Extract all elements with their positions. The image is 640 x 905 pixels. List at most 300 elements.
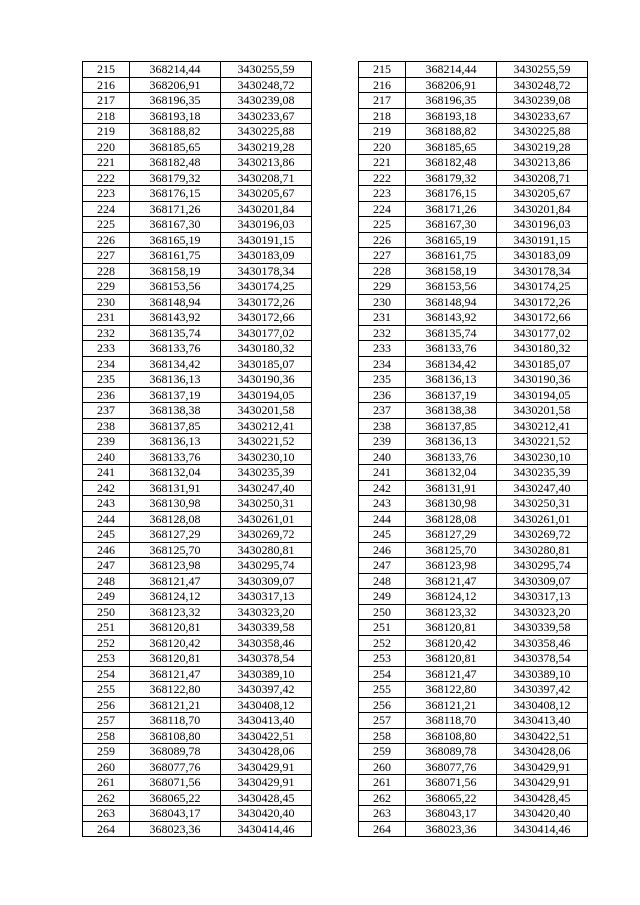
right-y-coordinate-cell: 3430261,01 [497, 511, 588, 527]
left-point-number-cell: 244 [83, 511, 130, 527]
column-gap-cell [312, 356, 359, 372]
coordinate-table-body [83, 62, 588, 837]
right-x-coordinate-cell: 368167,30 [406, 217, 497, 233]
left-point-number-cell: 223 [83, 186, 130, 202]
table-row [83, 620, 588, 636]
left-y-coordinate-cell: 3430208,71 [221, 170, 312, 186]
right-y-coordinate-cell: 3430225,88 [497, 124, 588, 140]
left-x-coordinate-cell: 368133,76 [130, 341, 221, 357]
right-x-coordinate-cell: 368123,32 [406, 604, 497, 620]
table-row [83, 155, 588, 171]
right-point-number-cell: 222 [359, 170, 406, 186]
right-point-number-cell: 241 [359, 465, 406, 481]
left-point-number-cell: 261 [83, 775, 130, 791]
left-y-coordinate-cell: 3430408,12 [221, 697, 312, 713]
right-y-coordinate-cell: 3430194,05 [497, 387, 588, 403]
left-y-coordinate-cell: 3430213,86 [221, 155, 312, 171]
column-gap-cell [312, 821, 359, 837]
left-y-coordinate-cell: 3430180,32 [221, 341, 312, 357]
right-y-coordinate-cell: 3430389,10 [497, 666, 588, 682]
column-gap-cell [312, 573, 359, 589]
column-gap-cell [312, 201, 359, 217]
right-point-number-cell: 264 [359, 821, 406, 837]
column-gap-cell [312, 372, 359, 388]
left-x-coordinate-cell: 368158,19 [130, 263, 221, 279]
table-row [83, 558, 588, 574]
column-gap-cell [312, 666, 359, 682]
right-x-coordinate-cell: 368148,94 [406, 294, 497, 310]
column-gap-cell [312, 558, 359, 574]
table-row [83, 403, 588, 419]
right-x-coordinate-cell: 368136,13 [406, 372, 497, 388]
right-x-coordinate-cell: 368137,85 [406, 418, 497, 434]
right-point-number-cell: 248 [359, 573, 406, 589]
left-point-number-cell: 235 [83, 372, 130, 388]
right-x-coordinate-cell: 368071,56 [406, 775, 497, 791]
right-x-coordinate-cell: 368132,04 [406, 465, 497, 481]
left-x-coordinate-cell: 368148,94 [130, 294, 221, 310]
left-y-coordinate-cell: 3430235,39 [221, 465, 312, 481]
right-point-number-cell: 256 [359, 697, 406, 713]
right-y-coordinate-cell: 3430247,40 [497, 480, 588, 496]
table-row [83, 170, 588, 186]
left-y-coordinate-cell: 3430378,54 [221, 651, 312, 667]
left-x-coordinate-cell: 368023,36 [130, 821, 221, 837]
left-point-number-cell: 251 [83, 620, 130, 636]
left-point-number-cell: 239 [83, 434, 130, 450]
right-point-number-cell: 243 [359, 496, 406, 512]
right-point-number-cell: 219 [359, 124, 406, 140]
right-y-coordinate-cell: 3430177,02 [497, 325, 588, 341]
right-point-number-cell: 230 [359, 294, 406, 310]
left-point-number-cell: 233 [83, 341, 130, 357]
right-y-coordinate-cell: 3430408,12 [497, 697, 588, 713]
left-x-coordinate-cell: 368108,80 [130, 728, 221, 744]
left-y-coordinate-cell: 3430177,02 [221, 325, 312, 341]
right-y-coordinate-cell: 3430180,32 [497, 341, 588, 357]
left-y-coordinate-cell: 3430221,52 [221, 434, 312, 450]
column-gap-cell [312, 744, 359, 760]
right-y-coordinate-cell: 3430201,58 [497, 403, 588, 419]
left-x-coordinate-cell: 368124,12 [130, 589, 221, 605]
right-x-coordinate-cell: 368122,80 [406, 682, 497, 698]
column-gap-cell [312, 806, 359, 822]
column-gap-cell [312, 728, 359, 744]
left-point-number-cell: 257 [83, 713, 130, 729]
column-gap-cell [312, 403, 359, 419]
left-x-coordinate-cell: 368089,78 [130, 744, 221, 760]
left-y-coordinate-cell: 3430219,28 [221, 139, 312, 155]
left-y-coordinate-cell: 3430413,40 [221, 713, 312, 729]
left-point-number-cell: 228 [83, 263, 130, 279]
right-x-coordinate-cell: 368121,21 [406, 697, 497, 713]
left-y-coordinate-cell: 3430317,13 [221, 589, 312, 605]
left-point-number-cell: 252 [83, 635, 130, 651]
left-point-number-cell: 245 [83, 527, 130, 543]
right-x-coordinate-cell: 368193,18 [406, 108, 497, 124]
left-x-coordinate-cell: 368188,82 [130, 124, 221, 140]
table-row [83, 372, 588, 388]
left-point-number-cell: 263 [83, 806, 130, 822]
left-x-coordinate-cell: 368077,76 [130, 759, 221, 775]
left-x-coordinate-cell: 368171,26 [130, 201, 221, 217]
table-row [83, 651, 588, 667]
right-y-coordinate-cell: 3430221,52 [497, 434, 588, 450]
right-y-coordinate-cell: 3430172,26 [497, 294, 588, 310]
table-row [83, 263, 588, 279]
left-x-coordinate-cell: 368196,35 [130, 93, 221, 109]
left-x-coordinate-cell: 368121,47 [130, 573, 221, 589]
left-x-coordinate-cell: 368143,92 [130, 310, 221, 326]
column-gap-cell [312, 310, 359, 326]
table-row [83, 744, 588, 760]
right-y-coordinate-cell: 3430233,67 [497, 108, 588, 124]
right-point-number-cell: 233 [359, 341, 406, 357]
table-row [83, 139, 588, 155]
right-x-coordinate-cell: 368206,91 [406, 77, 497, 93]
left-x-coordinate-cell: 368137,85 [130, 418, 221, 434]
right-x-coordinate-cell: 368023,36 [406, 821, 497, 837]
left-x-coordinate-cell: 368121,21 [130, 697, 221, 713]
right-y-coordinate-cell: 3430339,58 [497, 620, 588, 636]
right-y-coordinate-cell: 3430429,91 [497, 759, 588, 775]
right-y-coordinate-cell: 3430420,40 [497, 806, 588, 822]
column-gap-cell [312, 341, 359, 357]
right-x-coordinate-cell: 368121,47 [406, 573, 497, 589]
column-gap-cell [312, 589, 359, 605]
table-row [83, 341, 588, 357]
column-gap-cell [312, 713, 359, 729]
right-y-coordinate-cell: 3430397,42 [497, 682, 588, 698]
left-x-coordinate-cell: 368128,08 [130, 511, 221, 527]
right-x-coordinate-cell: 368043,17 [406, 806, 497, 822]
left-x-coordinate-cell: 368133,76 [130, 449, 221, 465]
right-point-number-cell: 245 [359, 527, 406, 543]
table-row [83, 232, 588, 248]
right-point-number-cell: 229 [359, 279, 406, 295]
left-y-coordinate-cell: 3430428,06 [221, 744, 312, 760]
table-row [83, 217, 588, 233]
table-row [83, 418, 588, 434]
table-row [83, 759, 588, 775]
left-point-number-cell: 237 [83, 403, 130, 419]
table-row [83, 124, 588, 140]
column-gap-cell [312, 325, 359, 341]
right-point-number-cell: 217 [359, 93, 406, 109]
right-point-number-cell: 220 [359, 139, 406, 155]
table-row [83, 697, 588, 713]
right-x-coordinate-cell: 368176,15 [406, 186, 497, 202]
table-row [83, 186, 588, 202]
right-x-coordinate-cell: 368089,78 [406, 744, 497, 760]
column-gap-cell [312, 790, 359, 806]
left-x-coordinate-cell: 368137,19 [130, 387, 221, 403]
column-gap-cell [312, 604, 359, 620]
right-y-coordinate-cell: 3430205,67 [497, 186, 588, 202]
left-point-number-cell: 241 [83, 465, 130, 481]
column-gap-cell [312, 124, 359, 140]
right-x-coordinate-cell: 368158,19 [406, 263, 497, 279]
right-point-number-cell: 234 [359, 356, 406, 372]
right-x-coordinate-cell: 368143,92 [406, 310, 497, 326]
column-gap-cell [312, 294, 359, 310]
right-point-number-cell: 262 [359, 790, 406, 806]
left-point-number-cell: 248 [83, 573, 130, 589]
left-y-coordinate-cell: 3430194,05 [221, 387, 312, 403]
right-y-coordinate-cell: 3430429,91 [497, 775, 588, 791]
left-y-coordinate-cell: 3430422,51 [221, 728, 312, 744]
left-y-coordinate-cell: 3430269,72 [221, 527, 312, 543]
left-x-coordinate-cell: 368214,44 [130, 62, 221, 78]
left-y-coordinate-cell: 3430420,40 [221, 806, 312, 822]
right-point-number-cell: 242 [359, 480, 406, 496]
left-y-coordinate-cell: 3430205,67 [221, 186, 312, 202]
left-point-number-cell: 226 [83, 232, 130, 248]
right-x-coordinate-cell: 368131,91 [406, 480, 497, 496]
right-point-number-cell: 227 [359, 248, 406, 264]
right-x-coordinate-cell: 368120,81 [406, 651, 497, 667]
left-point-number-cell: 238 [83, 418, 130, 434]
table-row [83, 310, 588, 326]
left-x-coordinate-cell: 368131,91 [130, 480, 221, 496]
right-point-number-cell: 249 [359, 589, 406, 605]
left-y-coordinate-cell: 3430212,41 [221, 418, 312, 434]
table-row [83, 93, 588, 109]
column-gap-cell [312, 418, 359, 434]
column-gap-cell [312, 77, 359, 93]
left-x-coordinate-cell: 368043,17 [130, 806, 221, 822]
table-row [83, 480, 588, 496]
left-y-coordinate-cell: 3430261,01 [221, 511, 312, 527]
left-x-coordinate-cell: 368182,48 [130, 155, 221, 171]
right-x-coordinate-cell: 368125,70 [406, 542, 497, 558]
table-row [83, 511, 588, 527]
table-row [83, 465, 588, 481]
right-y-coordinate-cell: 3430323,20 [497, 604, 588, 620]
column-gap-cell [312, 759, 359, 775]
right-y-coordinate-cell: 3430414,46 [497, 821, 588, 837]
right-x-coordinate-cell: 368118,70 [406, 713, 497, 729]
right-x-coordinate-cell: 368179,32 [406, 170, 497, 186]
right-y-coordinate-cell: 3430190,36 [497, 372, 588, 388]
left-point-number-cell: 262 [83, 790, 130, 806]
right-x-coordinate-cell: 368120,42 [406, 635, 497, 651]
right-x-coordinate-cell: 368182,48 [406, 155, 497, 171]
left-x-coordinate-cell: 368122,80 [130, 682, 221, 698]
right-point-number-cell: 255 [359, 682, 406, 698]
left-point-number-cell: 256 [83, 697, 130, 713]
right-x-coordinate-cell: 368121,47 [406, 666, 497, 682]
left-point-number-cell: 234 [83, 356, 130, 372]
left-point-number-cell: 250 [83, 604, 130, 620]
table-row [83, 77, 588, 93]
left-y-coordinate-cell: 3430196,03 [221, 217, 312, 233]
right-point-number-cell: 254 [359, 666, 406, 682]
right-point-number-cell: 215 [359, 62, 406, 78]
left-y-coordinate-cell: 3430230,10 [221, 449, 312, 465]
left-point-number-cell: 221 [83, 155, 130, 171]
column-gap-cell [312, 279, 359, 295]
left-point-number-cell: 225 [83, 217, 130, 233]
left-x-coordinate-cell: 368136,13 [130, 372, 221, 388]
left-y-coordinate-cell: 3430248,72 [221, 77, 312, 93]
left-x-coordinate-cell: 368193,18 [130, 108, 221, 124]
right-point-number-cell: 236 [359, 387, 406, 403]
column-gap-cell [312, 263, 359, 279]
table-row [83, 821, 588, 837]
left-point-number-cell: 227 [83, 248, 130, 264]
column-gap-cell [312, 217, 359, 233]
right-point-number-cell: 259 [359, 744, 406, 760]
right-y-coordinate-cell: 3430178,34 [497, 263, 588, 279]
right-point-number-cell: 223 [359, 186, 406, 202]
left-x-coordinate-cell: 368167,30 [130, 217, 221, 233]
left-point-number-cell: 242 [83, 480, 130, 496]
right-y-coordinate-cell: 3430208,71 [497, 170, 588, 186]
column-gap-cell [312, 449, 359, 465]
column-gap-cell [312, 108, 359, 124]
left-point-number-cell: 222 [83, 170, 130, 186]
right-y-coordinate-cell: 3430428,45 [497, 790, 588, 806]
left-y-coordinate-cell: 3430183,09 [221, 248, 312, 264]
left-x-coordinate-cell: 368125,70 [130, 542, 221, 558]
left-x-coordinate-cell: 368176,15 [130, 186, 221, 202]
right-x-coordinate-cell: 368065,22 [406, 790, 497, 806]
left-x-coordinate-cell: 368123,98 [130, 558, 221, 574]
column-gap-cell [312, 620, 359, 636]
right-y-coordinate-cell: 3430250,31 [497, 496, 588, 512]
left-point-number-cell: 243 [83, 496, 130, 512]
column-gap-cell [312, 248, 359, 264]
right-point-number-cell: 252 [359, 635, 406, 651]
left-point-number-cell: 258 [83, 728, 130, 744]
left-x-coordinate-cell: 368138,38 [130, 403, 221, 419]
right-x-coordinate-cell: 368108,80 [406, 728, 497, 744]
right-y-coordinate-cell: 3430378,54 [497, 651, 588, 667]
column-gap-cell [312, 170, 359, 186]
left-x-coordinate-cell: 368135,74 [130, 325, 221, 341]
right-y-coordinate-cell: 3430248,72 [497, 77, 588, 93]
table-row [83, 728, 588, 744]
right-point-number-cell: 258 [359, 728, 406, 744]
column-gap-cell [312, 480, 359, 496]
left-y-coordinate-cell: 3430185,07 [221, 356, 312, 372]
left-x-coordinate-cell: 368127,29 [130, 527, 221, 543]
right-y-coordinate-cell: 3430309,07 [497, 573, 588, 589]
left-point-number-cell: 246 [83, 542, 130, 558]
left-y-coordinate-cell: 3430239,08 [221, 93, 312, 109]
right-point-number-cell: 244 [359, 511, 406, 527]
table-row [83, 775, 588, 791]
table-row [83, 294, 588, 310]
right-point-number-cell: 224 [359, 201, 406, 217]
left-y-coordinate-cell: 3430309,07 [221, 573, 312, 589]
left-x-coordinate-cell: 368161,75 [130, 248, 221, 264]
left-x-coordinate-cell: 368165,19 [130, 232, 221, 248]
left-y-coordinate-cell: 3430201,58 [221, 403, 312, 419]
left-x-coordinate-cell: 368132,04 [130, 465, 221, 481]
left-y-coordinate-cell: 3430414,46 [221, 821, 312, 837]
right-point-number-cell: 232 [359, 325, 406, 341]
column-gap-cell [312, 542, 359, 558]
left-point-number-cell: 254 [83, 666, 130, 682]
right-point-number-cell: 246 [359, 542, 406, 558]
column-gap-cell [312, 186, 359, 202]
left-y-coordinate-cell: 3430233,67 [221, 108, 312, 124]
left-y-coordinate-cell: 3430429,91 [221, 759, 312, 775]
right-y-coordinate-cell: 3430172,66 [497, 310, 588, 326]
right-y-coordinate-cell: 3430185,07 [497, 356, 588, 372]
column-gap-cell [312, 387, 359, 403]
table-row [83, 279, 588, 295]
table-row [83, 682, 588, 698]
right-y-coordinate-cell: 3430230,10 [497, 449, 588, 465]
coordinate-table [82, 61, 588, 837]
right-point-number-cell: 253 [359, 651, 406, 667]
left-point-number-cell: 217 [83, 93, 130, 109]
right-y-coordinate-cell: 3430269,72 [497, 527, 588, 543]
right-y-coordinate-cell: 3430280,81 [497, 542, 588, 558]
right-x-coordinate-cell: 368133,76 [406, 449, 497, 465]
right-point-number-cell: 257 [359, 713, 406, 729]
left-x-coordinate-cell: 368065,22 [130, 790, 221, 806]
right-y-coordinate-cell: 3430219,28 [497, 139, 588, 155]
left-point-number-cell: 260 [83, 759, 130, 775]
right-point-number-cell: 260 [359, 759, 406, 775]
right-point-number-cell: 225 [359, 217, 406, 233]
column-gap-cell [312, 496, 359, 512]
left-point-number-cell: 218 [83, 108, 130, 124]
left-y-coordinate-cell: 3430201,84 [221, 201, 312, 217]
right-point-number-cell: 261 [359, 775, 406, 791]
left-point-number-cell: 231 [83, 310, 130, 326]
left-x-coordinate-cell: 368134,42 [130, 356, 221, 372]
left-point-number-cell: 220 [83, 139, 130, 155]
right-point-number-cell: 235 [359, 372, 406, 388]
table-row [83, 387, 588, 403]
left-y-coordinate-cell: 3430178,34 [221, 263, 312, 279]
left-y-coordinate-cell: 3430250,31 [221, 496, 312, 512]
left-point-number-cell: 229 [83, 279, 130, 295]
left-y-coordinate-cell: 3430190,36 [221, 372, 312, 388]
left-point-number-cell: 247 [83, 558, 130, 574]
right-point-number-cell: 238 [359, 418, 406, 434]
right-x-coordinate-cell: 368153,56 [406, 279, 497, 295]
left-x-coordinate-cell: 368071,56 [130, 775, 221, 791]
right-x-coordinate-cell: 368123,98 [406, 558, 497, 574]
column-gap-cell [312, 155, 359, 171]
right-y-coordinate-cell: 3430413,40 [497, 713, 588, 729]
right-y-coordinate-cell: 3430213,86 [497, 155, 588, 171]
left-y-coordinate-cell: 3430428,45 [221, 790, 312, 806]
right-y-coordinate-cell: 3430174,25 [497, 279, 588, 295]
left-y-coordinate-cell: 3430225,88 [221, 124, 312, 140]
left-x-coordinate-cell: 368121,47 [130, 666, 221, 682]
column-gap-cell [312, 511, 359, 527]
left-y-coordinate-cell: 3430247,40 [221, 480, 312, 496]
table-row [83, 356, 588, 372]
right-y-coordinate-cell: 3430191,15 [497, 232, 588, 248]
right-y-coordinate-cell: 3430201,84 [497, 201, 588, 217]
right-x-coordinate-cell: 368077,76 [406, 759, 497, 775]
left-y-coordinate-cell: 3430429,91 [221, 775, 312, 791]
right-x-coordinate-cell: 368171,26 [406, 201, 497, 217]
right-point-number-cell: 240 [359, 449, 406, 465]
right-y-coordinate-cell: 3430358,46 [497, 635, 588, 651]
right-point-number-cell: 237 [359, 403, 406, 419]
right-x-coordinate-cell: 368127,29 [406, 527, 497, 543]
right-point-number-cell: 221 [359, 155, 406, 171]
